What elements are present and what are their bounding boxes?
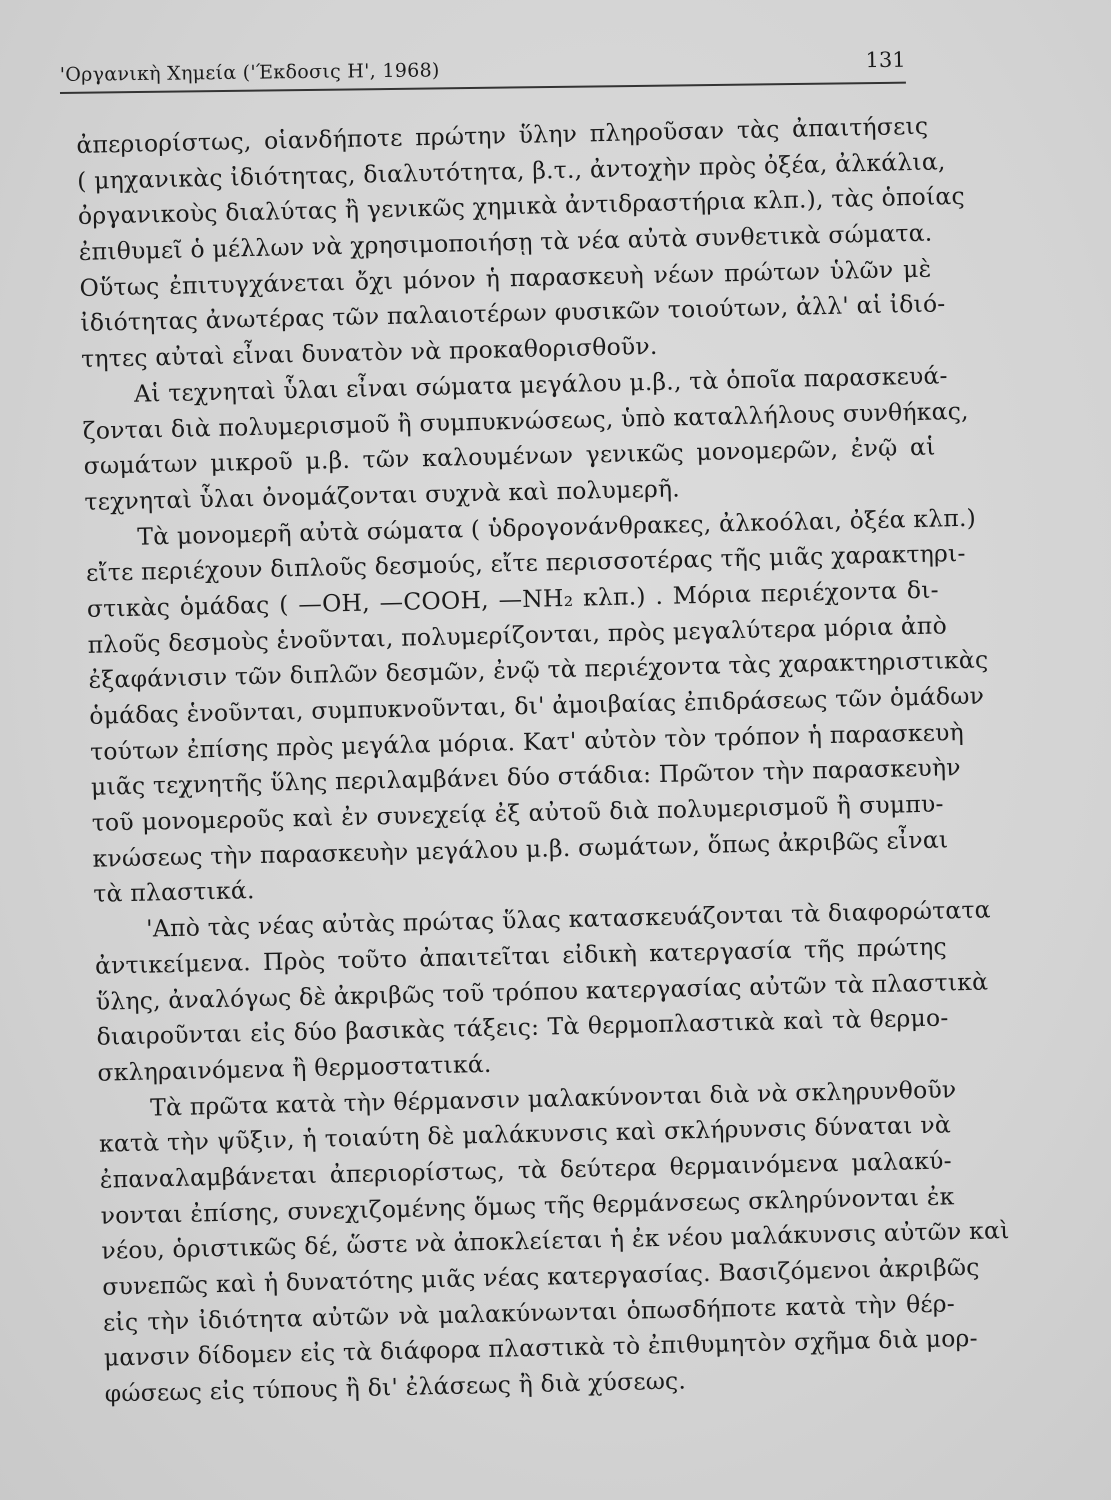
body-text [76,109,1010,1413]
text-line: μιᾶς τεχνητῆς ὕλης περιλαμβάνει δύο στάδια: Πρῶτον τὴν παρασκευὴν [90,753,962,802]
text-line: τὰ πλαστικά. [93,876,255,909]
text-line: στικὰς ὁμάδας ( —ΟΗ, —COOH, —NH₂ κλπ.) . Μόρια περιέχοντα δι- [86,575,940,623]
page-number: 131 [865,47,906,73]
text-line: ἐπαναλαμβάνεται ἀπεριορίστως, τὰ δεύτερα θερμαινόμενα μαλακύ- [99,1146,952,1194]
text-line: κνώσεως τὴν παρασκευὴν μεγάλου μ.β. σωμάτων, ὅπως ἀκριβῶς εἶναι [92,825,949,873]
text-line: συνεπῶς καὶ ἡ δυνατότης μιᾶς νέας κατεργασίας. Βασιζόμενοι ἀκριβῶς [101,1252,980,1301]
text-line: ὀργανικοὺς διαλύτας ἢ γενικῶς χημικὰ ἀντιδραστήρια κλπ.), τὰς ὁποίας [77,182,966,231]
text-line: μανσιν δίδομεν εἰς τὰ διάφορα πλαστικὰ τὸ ἐπιθυμητὸν σχῆμα διὰ μορ- [103,1324,978,1373]
text-line: 'Απὸ τὰς νέας αὐτὰς πρώτας ὕλας κατασκευάζονται τὰ διαφορώτατα [145,895,992,943]
text-line: πλοῦς δεσμοὺς ἑνοῦνται, πολυμερίζονται, πρὸς μεγαλύτερα μόρια ἀπὸ [87,610,948,659]
running-head: 'Οργανικὴ Χημεία ('Έκδοσις Η', 1968) [59,59,440,87]
text-line: ὁμάδας ἑνοῦνται, συμπυκνοῦνται, δι' ἀμοιβαίας ἐπιδράσεως τῶν ὁμάδων [89,681,985,730]
text-line: τούτων ἐπίσης πρὸς μεγάλα μόρια. Κατ' αὐτὸν τὸν τρόπον ἡ παρασκευὴ [89,717,965,766]
text-line: σωμάτων μικροῦ μ.β. τῶν καλουμένων γενικῶς μονομερῶν, ἐνῷ αἱ [83,432,936,481]
text-line: σκληραινόμενα ἢ θερμοστατικά. [97,1049,492,1087]
text-line: τοῦ μονομεροῦς καὶ ἐν συνεχείᾳ ἐξ αὐτοῦ διὰ πολυμερισμοῦ ἢ συμπυ- [91,789,944,837]
text-line: κατὰ τὴν ψῦξιν, ἡ τοιαύτη δὲ μαλάκυνσις καὶ σκλήρυνσις δύναται νὰ [98,1110,952,1158]
text-line: τεχνηταὶ ὗλαι ὀνομάζονται συχνὰ καὶ πολυμερῆ. [84,474,681,516]
text-line: Αἱ τεχνηταὶ ὗλαι εἶναι σώματα μεγάλου μ.β., τὰ ὁποῖα παρασκευά- [133,361,948,408]
text-line: ἀντικείμενα. Πρὸς τοῦτο ἀπαιτεῖται εἰδικὴ κατεργασία τῆς πρώτης [94,932,948,980]
text-line: νέου, ὁριστικῶς δέ, ὥστε νὰ ἀποκλείεται ἡ ἐκ νέου μαλάκυνσις αὐτῶν καὶ [101,1216,1010,1266]
text-line: εἰς τὴν ἰδιότητα αὐτῶν νὰ μαλακύνωνται ὁπωσδήποτε κατὰ τὴν θέρ- [102,1289,956,1337]
text-line: ἐξαφάνισιν τῶν διπλῶν δεσμῶν, ἐνῷ τὰ περιέχοντα τὰς χαρακτηριστικὰς [88,645,989,695]
text-line: Οὕτως ἐπιτυγχάνεται ὄχι μόνον ἡ παρασκευὴ νέων πρώτων ὑλῶν μὲ [79,254,932,302]
text-line: νονται ἐπίσης, συνεχιζομένης ὅμως τῆς θερμάνσεως σκληρύνονται ἐκ [100,1181,955,1230]
text-line: Τὰ μονομερῆ αὐτὰ σώματα ( ὑδρογονάνθρακες, ἀλκοόλαι, ὀξέα κλπ.) [136,503,977,551]
text-line: ἀπεριορίστως, οἱανδήποτε πρώτην ὕλην πληροῦσαν τὰς ἀπαιτήσεις [76,111,929,159]
text-line: φώσεως εἰς τύπους ἢ δι' ἐλάσεως ἢ διὰ χύσεως. [104,1366,687,1408]
text-line: ζονται διὰ πολυμερισμοῦ ἢ συμπυκνώσεως, ὑπὸ καταλλήλους συνθήκας, [82,396,969,445]
text-line: Τὰ πρῶτα κατὰ τὴν θέρμανσιν μαλακύνονται διὰ νὰ σκληρυνθοῦν [149,1074,957,1122]
text-line: ἰδιότητας ἀνωτέρας τῶν παλαιοτέρων φυσικῶν τοιούτων, ἀλλ' αἱ ἰδιό- [80,289,946,338]
text-line: τητες αὐταὶ εἶναι δυνατὸν νὰ προκαθορισθοῦν. [80,331,658,374]
text-line: ὕλης, ἀναλόγως δὲ ἀκριβῶς τοῦ τρόπου κατεργασίας αὐτῶν τὰ πλαστικὰ [95,967,989,1016]
text-line: ( μηχανικὰς ἰδιότητας, διαλυτότητα, β.τ., ἀντοχὴν πρὸς ὀξέα, ἀλκάλια, [76,146,946,195]
text-line: εἴτε περιέχουν διπλοῦς δεσμούς, εἴτε περισσοτέρας τῆς μιᾶς χαρακτηρι- [85,539,966,588]
text-line: ἐπιθυμεῖ ὁ μέλλων νὰ χρησιμοποιήσῃ τὰ νέα αὐτὰ συνθετικὰ σώματα. [78,218,933,267]
text-line: διαιροῦνται εἰς δύο βασικὰς τάξεις: Τὰ θερμοπλαστικὰ καὶ τὰ θερμο- [96,1003,949,1051]
page-header [59,42,905,94]
